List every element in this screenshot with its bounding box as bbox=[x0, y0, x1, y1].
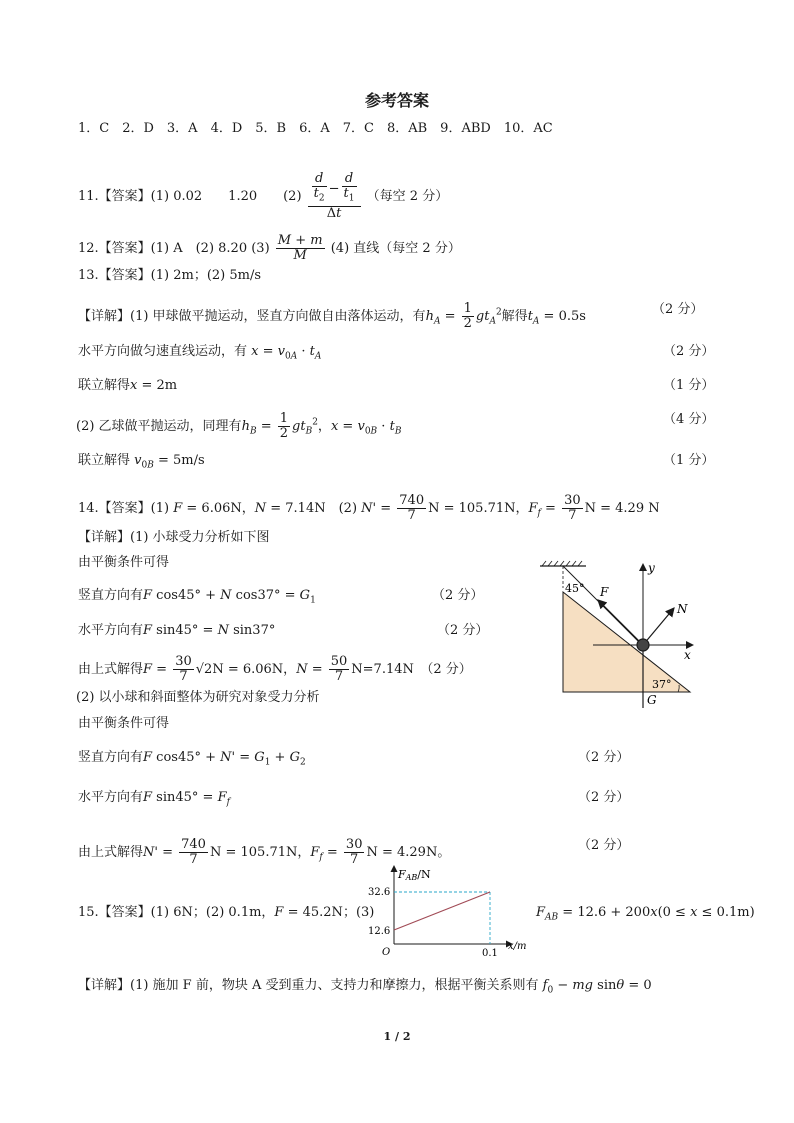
graph-y-high: 32.6 bbox=[368, 887, 391, 898]
graph-y-low: 12.6 bbox=[368, 926, 391, 937]
q12-suffix: (4) 直线（每空 2 分） bbox=[330, 241, 461, 256]
ball bbox=[637, 639, 649, 651]
q12-line bbox=[78, 234, 461, 263]
mc-answers: 1．C 2．D 3．A 4．D 5．B 6．A 7．C 8．AB 9．ABD 10．AC bbox=[78, 121, 553, 136]
q14-detail1: 【详解】(1) 小球受力分析如下图 bbox=[78, 530, 270, 545]
angle-45-label: 45° bbox=[565, 582, 585, 595]
angle-37-label: 37° bbox=[652, 678, 672, 691]
q11-fraction: $\frac{d}{t_2}$ − $\frac{d}{t_1}$ Δt bbox=[308, 172, 361, 221]
q14-answer: 14.【答案】(1) F = 6.06N，N = 7.14N (2) N' = $\frac{740}{7}$ N = 105.71N，$F_f$ = $\frac{30}{7}$ N = 4.29 N bbox=[78, 493, 660, 523]
q13-answer: 13.【答案】(1) 2m；(2) 5m/s bbox=[78, 268, 262, 283]
q14-balance2: 由平衡条件可得 bbox=[78, 716, 170, 731]
F-label: F bbox=[600, 585, 609, 599]
q14-solve1: 由上式解得F = $\frac{30}{7}$ √2N = 6.06N，N = $\frac{50}{7}$ N=7.14N （2 分） bbox=[78, 654, 472, 684]
q13-score-5: （1 分） bbox=[663, 453, 715, 468]
q15-graph bbox=[362, 860, 538, 960]
q11-line bbox=[78, 172, 448, 221]
q11-suffix: （每空 2 分） bbox=[366, 188, 449, 204]
page-number: 1 / 2 bbox=[383, 1030, 411, 1043]
q15-detail: 【详解】(1) 施加 F 前，物块 A 受到重力、支持力和摩擦力，根据平衡关系则有 $f_0$ − mg sinθ = 0 bbox=[78, 978, 652, 996]
graph-xlabel: x/m bbox=[508, 941, 527, 952]
q14-score-1: （2 分） bbox=[432, 588, 484, 603]
graph-x-end: 0.1 bbox=[482, 948, 498, 959]
q14-score-6: （2 分） bbox=[578, 838, 630, 853]
q11-prefix: 11.【答案】(1) 0.02 1.20 (2) bbox=[78, 188, 302, 204]
page-title: 参考答案 bbox=[364, 91, 429, 110]
q15-answer: 15.【答案】(1) 6N；(2) 0.1m，F = 45.2N；(3) bbox=[78, 905, 375, 920]
graph-data-line bbox=[394, 892, 490, 930]
q13-solve2: 联立解得 $v_{0B} = 5m/s$ bbox=[78, 453, 205, 471]
q13-score-3: （1 分） bbox=[663, 378, 715, 393]
q14-score-4: （2 分） bbox=[578, 750, 630, 765]
q14-force-diagram bbox=[528, 558, 728, 708]
graph-origin: O bbox=[382, 947, 391, 958]
incline-block bbox=[563, 592, 690, 692]
ceiling-hatch bbox=[542, 561, 582, 566]
y-label: y bbox=[648, 561, 655, 575]
force-N-arrow bbox=[643, 608, 674, 645]
q13-score-4: （4 分） bbox=[663, 412, 715, 427]
graph-ylabel: FAB/N bbox=[398, 868, 431, 882]
q12-fraction: $\frac{M + m}{M}$ bbox=[277, 233, 323, 263]
N-label: N bbox=[677, 602, 688, 616]
q14-score-2: （2 分） bbox=[437, 623, 489, 638]
q13-score-1: （2 分） bbox=[652, 302, 704, 317]
q14-vertical1: 竖直方向有F cos45° + N $\cos 37^\circ = G_1$ bbox=[78, 588, 316, 606]
q13-solve1: 联立解得x = 2m bbox=[78, 378, 178, 393]
q13-detail: 【详解】(1) 甲球做平抛运动，竖直方向做自由落体运动，有$h_A$ = $\frac{1}{2}$ $gt_A^2$解得$t_A = 0.5s$ bbox=[78, 301, 586, 331]
q14-score-5: （2 分） bbox=[578, 790, 630, 805]
q14-solve2: 由上式解得N' = $\frac{740}{7}$ N = 105.71N，$F_f$ = $\frac{30}{7}$ N = 4.29N。 bbox=[78, 837, 451, 867]
q14-vertical2: 竖直方向有F $\cos 45^\circ + N' = G_1 + G_2$ bbox=[78, 750, 306, 768]
G-label: G bbox=[647, 693, 657, 707]
q14-horizontal2: 水平方向有F $\sin 45^\circ = F_f$ bbox=[78, 790, 230, 808]
q14-detail2: (2) 以小球和斜面整体为研究对象受力分析 bbox=[76, 690, 320, 705]
q14-balance1: 由平衡条件可得 bbox=[78, 555, 170, 570]
q13-part2: (2) 乙球做平抛运动，同理有$h_B$ = $\frac{1}{2}$ $gt_B^2$，$x = v_{0B} \cdot t_B$ bbox=[76, 411, 402, 441]
q15-formula: $F_{AB} = 12.6 + 200x(0 \le x \le 0.1m)$ bbox=[536, 905, 755, 923]
q13-score-2: （2 分） bbox=[663, 344, 715, 359]
q14-horizontal1: 水平方向有F sin45° = N sin37° bbox=[78, 623, 276, 638]
x-label: x bbox=[684, 648, 691, 662]
q12-prefix: 12.【答案】(1) A (2) 8.20 (3) bbox=[78, 241, 270, 256]
q13-horizontal: 水平方向做匀速直线运动，有 $x = v_{0A} \cdot t_A$ bbox=[78, 344, 322, 362]
